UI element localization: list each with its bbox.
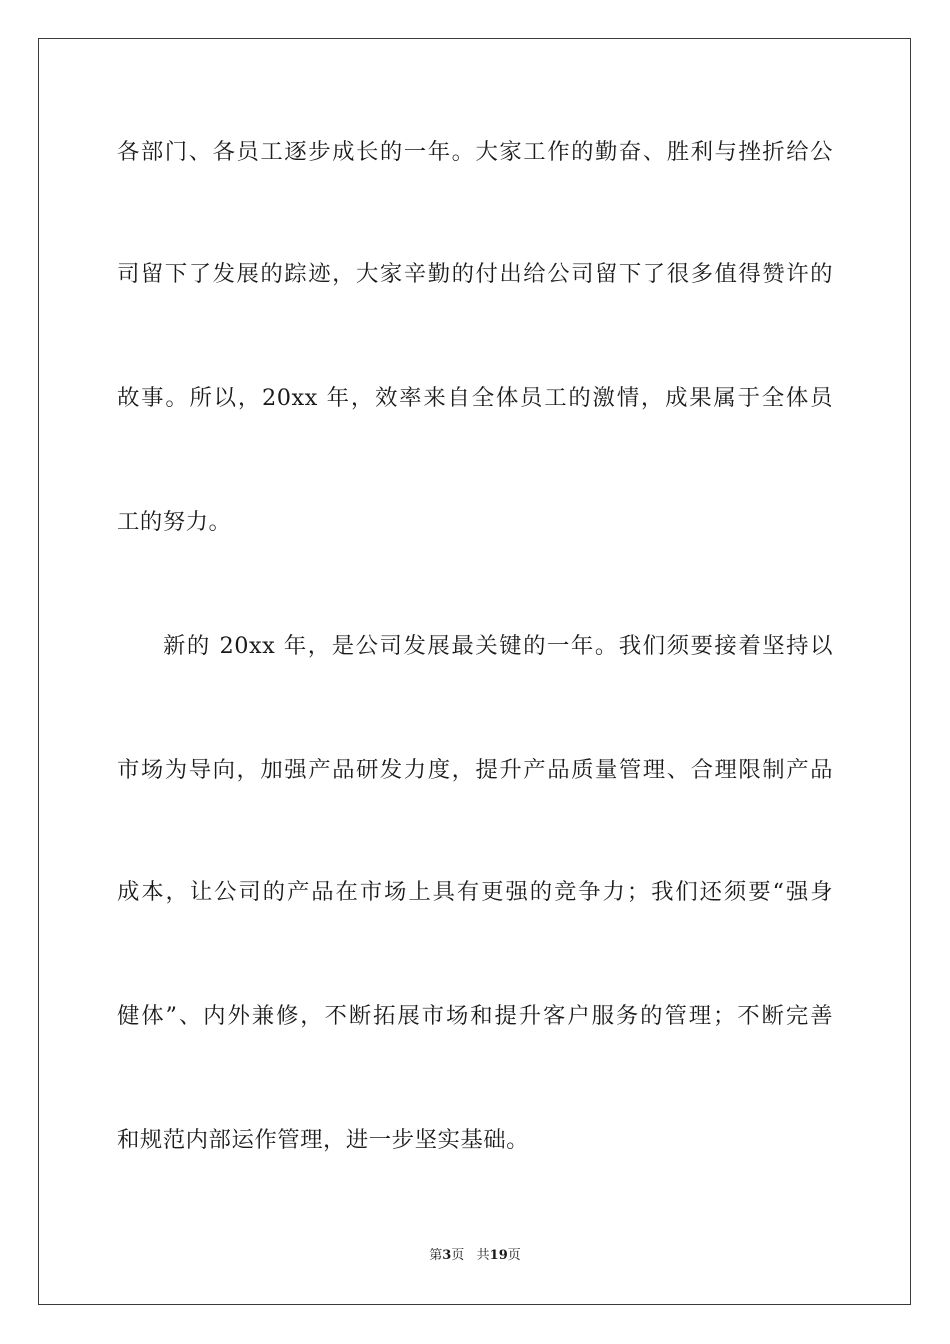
page-number-footer bbox=[0, 1246, 950, 1266]
text-line: 健体”、内外兼修，不断拓展市场和提升客户服务的管理；不断完善 bbox=[117, 1003, 833, 1029]
text-line: 故事。所以，20xx 年，效率来自全体员工的激情，成果属于全体员 bbox=[117, 385, 833, 411]
text-line: 司留下了发展的踪迹，大家辛勤的付出给公司留下了很多值得赞许的 bbox=[117, 261, 833, 287]
page-border bbox=[38, 38, 911, 1305]
text-line: 工的努力。 bbox=[117, 509, 232, 535]
text-line: 成本，让公司的产品在市场上具有更强的竞争力；我们还须要“强身 bbox=[117, 879, 833, 905]
page-suffix: 页 bbox=[507, 1248, 521, 1263]
text-line: 各部门、各员工逐步成长的一年。大家工作的勤奋、胜利与挫折给公 bbox=[117, 139, 833, 165]
text-line: 和规范内部运作管理，进一步坚实基础。 bbox=[117, 1127, 530, 1153]
page-prefix: 第 bbox=[429, 1248, 443, 1263]
page-mid: 页 共 bbox=[451, 1248, 490, 1263]
text-line: 市场为导向，加强产品研发力度，提升产品质量管理、合理限制产品 bbox=[117, 757, 833, 783]
text-line: 新的 20xx 年，是公司发展最关键的一年。我们须要接着坚持以 bbox=[163, 633, 833, 659]
current-page-number: 3 bbox=[442, 1248, 452, 1263]
total-page-number: 19 bbox=[489, 1248, 508, 1263]
